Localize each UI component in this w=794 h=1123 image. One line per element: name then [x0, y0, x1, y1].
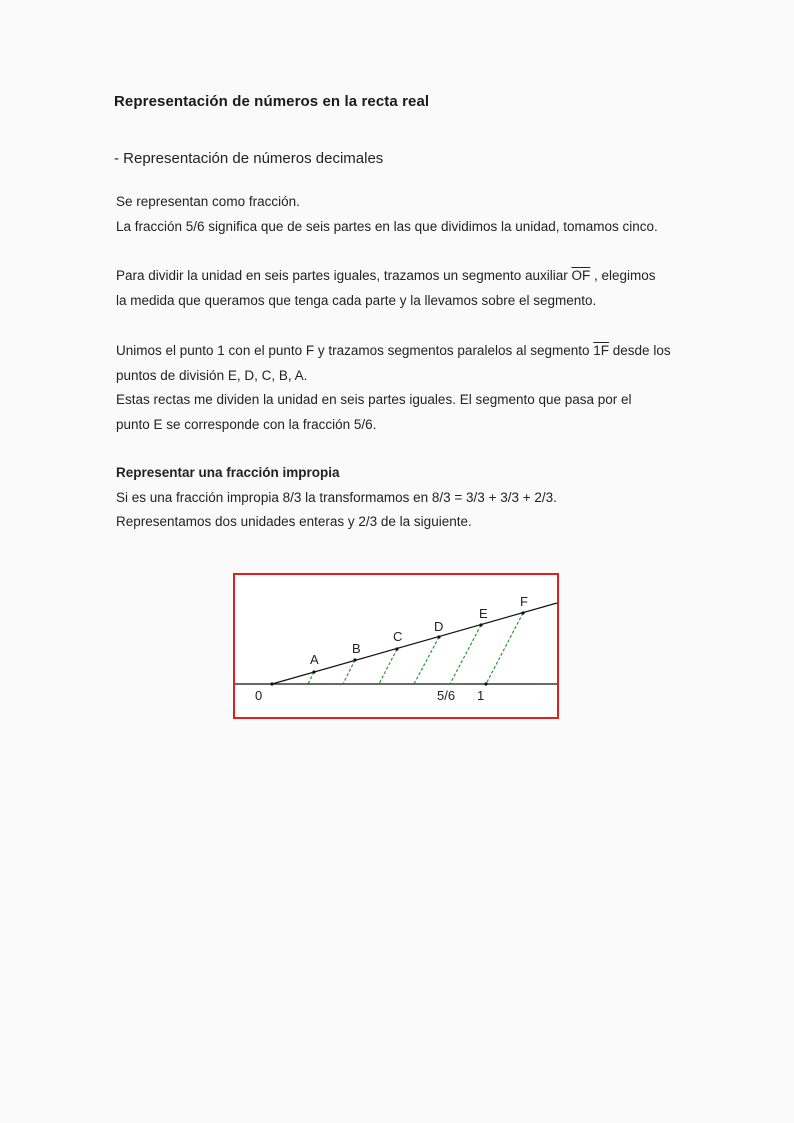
- text-fragment: desde los: [609, 343, 671, 358]
- point-f: [521, 611, 524, 614]
- text-line: Si es una fracción impropia 8/3 la transformamos en 8/3 = 3/3 + 3/3 + 2/3.: [116, 489, 557, 505]
- figure-frame: [234, 574, 558, 718]
- text-line: Representamos dos unidades enteras y 2/3 de la siguiente.: [116, 514, 472, 529]
- point-b: [353, 658, 356, 661]
- label-b: B: [352, 641, 361, 656]
- text-line: Estas rectas me dividen la unidad en seis partes iguales. El segmento que pasa por el: [116, 392, 632, 407]
- text-line: [116, 264, 756, 289]
- text-line: punto E se corresponde con la fracción 5/6.: [116, 416, 377, 432]
- label-one: 1: [477, 688, 485, 703]
- number-line-diagram: [233, 573, 559, 719]
- point-one: [484, 682, 487, 685]
- text-fragment: , elegimos: [590, 268, 656, 283]
- label-a: A: [310, 652, 319, 667]
- text-fragment: Para dividir la unidad en seis partes iguales, trazamos un segmento auxiliar: [116, 268, 572, 283]
- label-e: E: [479, 606, 488, 621]
- label-d: D: [434, 619, 444, 634]
- paragraph-parallels: [116, 339, 756, 437]
- text-line: La fracción 5/6 significa que de seis partes en las que dividimos la unidad, tomamos cinco.: [116, 218, 658, 234]
- section-heading: Representar una fracción impropia: [116, 465, 340, 480]
- text-line: Se representan como fracción.: [116, 194, 300, 209]
- label-f: F: [520, 594, 528, 609]
- label-five-sixths: 5/6: [437, 688, 456, 703]
- paragraph-divide: [116, 264, 756, 313]
- paragraph-improper-fraction: [116, 461, 756, 535]
- label-c: C: [393, 629, 403, 644]
- segment-1f-label: 1F: [593, 343, 610, 358]
- label-zero: 0: [255, 688, 263, 703]
- point-e: [479, 623, 482, 626]
- text-line: puntos de división E, D, C, B, A.: [116, 367, 308, 383]
- paragraph-intro: [116, 190, 756, 239]
- text-line: la medida que queramos que tenga cada parte y la llevamos sobre el segmento.: [116, 292, 597, 308]
- point-d: [437, 635, 440, 638]
- page-title: Representación de números en la recta real: [114, 93, 430, 110]
- point-a: [312, 670, 315, 673]
- number-line-figure: [233, 573, 559, 719]
- point-zero: [270, 682, 273, 685]
- text-line: [116, 339, 756, 364]
- text-fragment: Unimos el punto 1 con el punto F y trazamos segmentos paralelos al segmento: [116, 343, 594, 358]
- section-subtitle: - Representación de números decimales: [114, 150, 384, 167]
- point-c: [395, 647, 398, 650]
- segment-of-label: $\overline{OF}$: [571, 268, 591, 283]
